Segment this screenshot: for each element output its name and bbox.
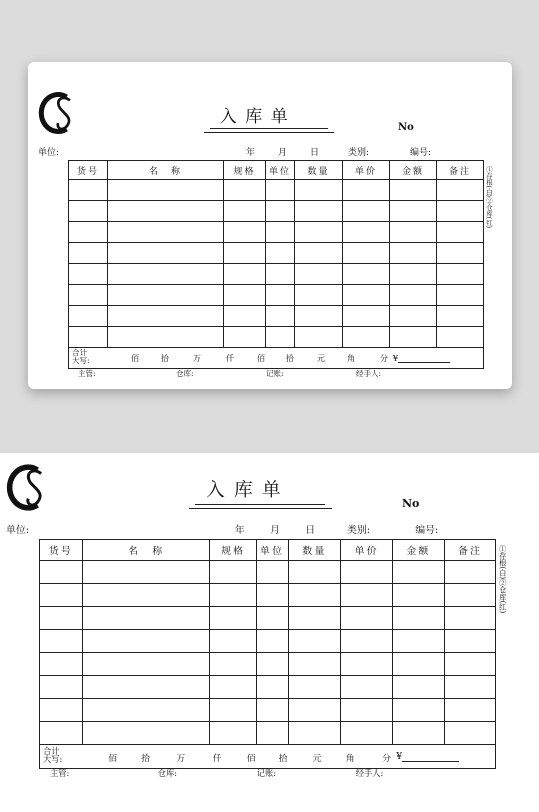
table-cell[interactable] bbox=[82, 583, 210, 606]
table-cell[interactable] bbox=[82, 699, 210, 722]
table-cell[interactable] bbox=[341, 606, 393, 629]
table-cell[interactable] bbox=[69, 201, 108, 222]
company-logo bbox=[38, 88, 80, 138]
table-cell[interactable] bbox=[444, 653, 496, 676]
form-card-preview bbox=[28, 62, 512, 389]
table-cell[interactable] bbox=[288, 583, 341, 606]
amount-unit: 万 bbox=[176, 753, 186, 764]
table-row bbox=[69, 285, 484, 306]
table-cell[interactable] bbox=[210, 676, 256, 699]
total-label bbox=[43, 747, 62, 764]
table-cell[interactable] bbox=[40, 676, 83, 699]
table-cell[interactable] bbox=[224, 264, 266, 285]
table-cell[interactable] bbox=[444, 722, 496, 745]
table-cell[interactable] bbox=[437, 327, 484, 348]
amount-unit: 拾 bbox=[161, 354, 169, 363]
column-header: 备注 bbox=[437, 161, 484, 180]
table-cell[interactable] bbox=[210, 560, 256, 583]
total-cell bbox=[40, 745, 496, 768]
column-header: 规格 bbox=[210, 539, 256, 560]
table-cell[interactable] bbox=[82, 629, 210, 652]
table-cell[interactable] bbox=[444, 583, 496, 606]
table-cell[interactable] bbox=[341, 676, 393, 699]
table-cell[interactable] bbox=[288, 699, 341, 722]
amount-unit: 分 bbox=[382, 753, 391, 764]
table-cell[interactable] bbox=[256, 676, 288, 699]
supervisor-signature: 主管: bbox=[50, 767, 70, 778]
column-header: 货号 bbox=[40, 539, 83, 560]
table-cell[interactable] bbox=[343, 243, 390, 264]
category-label: 类别: bbox=[348, 148, 370, 158]
amount-unit: 拾 bbox=[141, 753, 150, 764]
table-header-row bbox=[69, 161, 484, 180]
table-cell[interactable] bbox=[224, 306, 266, 327]
column-header: 单位 bbox=[266, 161, 295, 180]
table-cell[interactable] bbox=[256, 606, 288, 629]
column-header: 金额 bbox=[393, 539, 445, 560]
year-label: 年 bbox=[234, 525, 245, 537]
table-cell[interactable] bbox=[210, 722, 256, 745]
day-label: 日 bbox=[310, 148, 320, 158]
title-underline bbox=[195, 504, 325, 505]
table-cell[interactable] bbox=[82, 653, 210, 676]
unit-label: 单位: bbox=[38, 148, 60, 158]
table-cell[interactable] bbox=[224, 201, 266, 222]
table-row bbox=[69, 306, 484, 327]
total-label bbox=[72, 349, 90, 365]
table-cell[interactable] bbox=[108, 306, 224, 327]
table-cell[interactable] bbox=[210, 699, 256, 722]
table-cell[interactable] bbox=[256, 583, 288, 606]
amount-unit: 佰 bbox=[257, 354, 265, 363]
table-cell[interactable] bbox=[256, 699, 288, 722]
table-cell[interactable] bbox=[40, 560, 83, 583]
table-row bbox=[69, 264, 484, 285]
table-cell[interactable] bbox=[256, 653, 288, 676]
table-cell[interactable] bbox=[390, 264, 437, 285]
table-cell[interactable] bbox=[437, 201, 484, 222]
table-cell[interactable] bbox=[393, 676, 445, 699]
table-cell[interactable] bbox=[82, 560, 210, 583]
copy-distribution-note: ①存根(白)②仓库(红) bbox=[498, 545, 508, 614]
table-row bbox=[40, 606, 496, 629]
amount-in-figures bbox=[393, 353, 450, 363]
table-row bbox=[69, 243, 484, 264]
table-cell[interactable] bbox=[69, 222, 108, 243]
table-cell[interactable] bbox=[437, 243, 484, 264]
total-label-line1: 合计 bbox=[43, 745, 60, 756]
table-cell[interactable] bbox=[224, 180, 266, 201]
table-cell[interactable] bbox=[210, 653, 256, 676]
column-header: 单价 bbox=[343, 161, 390, 180]
table-cell[interactable] bbox=[390, 180, 437, 201]
column-header: 单价 bbox=[341, 539, 393, 560]
table-cell[interactable] bbox=[256, 722, 288, 745]
bookkeeper-signature: 记账: bbox=[256, 767, 277, 778]
table-row bbox=[40, 699, 496, 722]
table-cell[interactable] bbox=[108, 201, 224, 222]
amount-unit: 佰 bbox=[131, 354, 139, 363]
table-cell[interactable] bbox=[341, 722, 393, 745]
category-label: 类别: bbox=[347, 525, 371, 537]
title-underline bbox=[210, 128, 328, 129]
table-cell[interactable] bbox=[82, 606, 210, 629]
table-cell[interactable] bbox=[295, 201, 343, 222]
table-cell[interactable] bbox=[343, 201, 390, 222]
handler-signature: 经手人: bbox=[355, 767, 384, 778]
table-cell[interactable] bbox=[224, 285, 266, 306]
table-cell[interactable] bbox=[437, 306, 484, 327]
table-cell[interactable] bbox=[288, 653, 341, 676]
serial-number-label: No bbox=[398, 122, 414, 133]
table-cell[interactable] bbox=[108, 180, 224, 201]
number-label: 编号: bbox=[410, 148, 432, 158]
table-cell[interactable] bbox=[343, 222, 390, 243]
total-label-line2: 大写: bbox=[72, 355, 90, 365]
table-cell[interactable] bbox=[288, 560, 341, 583]
amount-unit: 仟 bbox=[212, 753, 222, 764]
table-cell[interactable] bbox=[343, 264, 390, 285]
form-title: 入库单 bbox=[219, 107, 297, 127]
table-cell[interactable] bbox=[69, 327, 108, 348]
amount-unit: 元 bbox=[317, 354, 325, 363]
table-cell[interactable] bbox=[40, 606, 83, 629]
table-cell[interactable] bbox=[69, 264, 108, 285]
table-cell[interactable] bbox=[437, 264, 484, 285]
column-header: 名 称 bbox=[82, 539, 210, 560]
table-cell[interactable] bbox=[288, 676, 341, 699]
table-cell[interactable] bbox=[437, 222, 484, 243]
serial-number-label: No bbox=[402, 497, 420, 510]
table-cell[interactable] bbox=[341, 629, 393, 652]
table-cell[interactable] bbox=[444, 699, 496, 722]
column-header: 数量 bbox=[295, 161, 343, 180]
column-header: 金额 bbox=[390, 161, 437, 180]
table-cell[interactable] bbox=[295, 243, 343, 264]
table-cell[interactable] bbox=[108, 243, 224, 264]
table-cell[interactable] bbox=[390, 327, 437, 348]
amount-unit: 万 bbox=[193, 354, 201, 363]
table-cell[interactable] bbox=[40, 699, 83, 722]
total-label-line1: 合计 bbox=[72, 348, 87, 357]
table-cell[interactable] bbox=[224, 222, 266, 243]
table-cell[interactable] bbox=[266, 327, 295, 348]
warehouse-signature: 仓库: bbox=[157, 767, 178, 778]
table-cell[interactable] bbox=[343, 285, 390, 306]
receipt-table bbox=[68, 160, 484, 369]
table-cell[interactable] bbox=[40, 629, 83, 652]
total-content bbox=[40, 745, 495, 767]
copy-distribution-note: ①存根(白)②仓库(红) bbox=[485, 166, 493, 229]
total-label-line2: 大写: bbox=[43, 754, 63, 765]
table-cell[interactable] bbox=[390, 285, 437, 306]
table-cell[interactable] bbox=[341, 583, 393, 606]
warehouse-receipt-form-small bbox=[28, 62, 493, 378]
table-cell[interactable] bbox=[437, 285, 484, 306]
amount-in-figures bbox=[396, 751, 459, 762]
currency-symbol: ¥ bbox=[396, 751, 402, 762]
amount-blank[interactable] bbox=[398, 353, 450, 363]
table-row bbox=[40, 629, 496, 652]
table-row bbox=[40, 676, 496, 699]
form-title: 入库单 bbox=[205, 480, 291, 501]
table-row bbox=[40, 653, 496, 676]
table-cell[interactable] bbox=[266, 243, 295, 264]
table-row bbox=[40, 722, 496, 745]
table-cell[interactable] bbox=[266, 264, 295, 285]
table-row bbox=[69, 180, 484, 201]
table-cell[interactable] bbox=[341, 699, 393, 722]
table-cell[interactable] bbox=[210, 606, 256, 629]
table-cell[interactable] bbox=[437, 180, 484, 201]
table-cell[interactable] bbox=[390, 243, 437, 264]
table-cell[interactable] bbox=[444, 560, 496, 583]
amount-unit: 角 bbox=[345, 753, 355, 764]
table-cell[interactable] bbox=[295, 285, 343, 306]
column-header: 名 称 bbox=[108, 161, 224, 180]
company-logo bbox=[6, 460, 52, 515]
table-cell[interactable] bbox=[393, 606, 445, 629]
table-cell[interactable] bbox=[390, 306, 437, 327]
table-cell[interactable] bbox=[266, 180, 295, 201]
table-row bbox=[40, 560, 496, 583]
total-row bbox=[40, 745, 496, 768]
amount-unit: 分 bbox=[380, 354, 388, 363]
amount-unit: 佰 bbox=[246, 753, 256, 764]
table-cell[interactable] bbox=[393, 653, 445, 676]
table-cell[interactable] bbox=[256, 560, 288, 583]
title-underline-secondary bbox=[189, 508, 332, 509]
table-cell[interactable] bbox=[343, 327, 390, 348]
table-cell[interactable] bbox=[224, 243, 266, 264]
column-header: 数量 bbox=[288, 539, 341, 560]
table-cell[interactable] bbox=[393, 722, 445, 745]
table-cell[interactable] bbox=[266, 285, 295, 306]
supervisor-signature: 主管: bbox=[78, 369, 96, 378]
table-cell[interactable] bbox=[266, 306, 295, 327]
total-row bbox=[69, 348, 484, 369]
table-cell[interactable] bbox=[444, 629, 496, 652]
table-cell[interactable] bbox=[444, 676, 496, 699]
month-label: 月 bbox=[278, 148, 288, 158]
table-cell[interactable] bbox=[295, 222, 343, 243]
currency-symbol: ¥ bbox=[393, 354, 399, 363]
table-cell[interactable] bbox=[393, 699, 445, 722]
table-cell[interactable] bbox=[40, 722, 83, 745]
total-cell bbox=[69, 348, 484, 369]
column-header: 单位 bbox=[256, 539, 288, 560]
warehouse-signature: 仓库: bbox=[176, 369, 194, 378]
column-header: 货号 bbox=[69, 161, 108, 180]
table-cell[interactable] bbox=[295, 306, 343, 327]
table-cell[interactable] bbox=[390, 201, 437, 222]
table-cell[interactable] bbox=[288, 606, 341, 629]
warehouse-receipt-form-large bbox=[0, 453, 508, 778]
amount-unit: 角 bbox=[347, 354, 355, 363]
column-header: 规格 bbox=[224, 161, 266, 180]
table-header-row bbox=[40, 539, 496, 560]
table-cell[interactable] bbox=[108, 285, 224, 306]
table-cell[interactable] bbox=[393, 583, 445, 606]
table-cell[interactable] bbox=[288, 722, 341, 745]
amount-unit: 元 bbox=[312, 753, 322, 764]
form-detail-area bbox=[0, 453, 539, 812]
amount-unit: 拾 bbox=[278, 753, 288, 764]
total-content bbox=[69, 348, 483, 368]
table-cell[interactable] bbox=[108, 264, 224, 285]
handler-signature: 经手人: bbox=[356, 369, 382, 378]
table-cell[interactable] bbox=[69, 306, 108, 327]
table-cell[interactable] bbox=[69, 180, 108, 201]
table-cell[interactable] bbox=[266, 222, 295, 243]
year-label: 年 bbox=[246, 148, 256, 158]
table-cell[interactable] bbox=[341, 560, 393, 583]
month-label: 月 bbox=[270, 525, 280, 537]
bookkeeper-signature: 记账: bbox=[266, 369, 284, 378]
table-cell[interactable] bbox=[256, 629, 288, 652]
table-cell[interactable] bbox=[343, 180, 390, 201]
table-cell[interactable] bbox=[295, 264, 343, 285]
table-cell[interactable] bbox=[40, 653, 83, 676]
table-cell[interactable] bbox=[82, 676, 210, 699]
table-cell[interactable] bbox=[295, 180, 343, 201]
table-row bbox=[69, 222, 484, 243]
table-cell[interactable] bbox=[82, 722, 210, 745]
table-cell[interactable] bbox=[210, 629, 256, 652]
receipt-table bbox=[39, 539, 496, 769]
table-row bbox=[40, 583, 496, 606]
table-cell[interactable] bbox=[295, 327, 343, 348]
title-underline-secondary bbox=[204, 132, 334, 133]
table-cell[interactable] bbox=[69, 243, 108, 264]
table-cell[interactable] bbox=[390, 222, 437, 243]
table-cell[interactable] bbox=[266, 201, 295, 222]
table-row bbox=[69, 201, 484, 222]
table-cell[interactable] bbox=[393, 629, 445, 652]
table-cell[interactable] bbox=[108, 222, 224, 243]
table-cell[interactable] bbox=[288, 629, 341, 652]
amount-blank[interactable] bbox=[402, 751, 459, 762]
table-cell[interactable] bbox=[444, 606, 496, 629]
number-label: 编号: bbox=[415, 525, 439, 537]
table-cell[interactable] bbox=[69, 285, 108, 306]
amount-unit: 仟 bbox=[226, 354, 234, 363]
table-cell[interactable] bbox=[343, 306, 390, 327]
amount-unit: 佰 bbox=[108, 753, 117, 764]
amount-unit: 拾 bbox=[286, 354, 294, 363]
unit-label: 单位: bbox=[6, 525, 30, 537]
column-header: 备注 bbox=[444, 539, 496, 560]
table-cell[interactable] bbox=[210, 583, 256, 606]
table-row bbox=[69, 327, 484, 348]
table-cell[interactable] bbox=[40, 583, 83, 606]
table-cell[interactable] bbox=[108, 327, 224, 348]
table-cell[interactable] bbox=[341, 653, 393, 676]
table-cell[interactable] bbox=[393, 560, 445, 583]
table-cell[interactable] bbox=[224, 327, 266, 348]
day-label: 日 bbox=[305, 525, 316, 537]
